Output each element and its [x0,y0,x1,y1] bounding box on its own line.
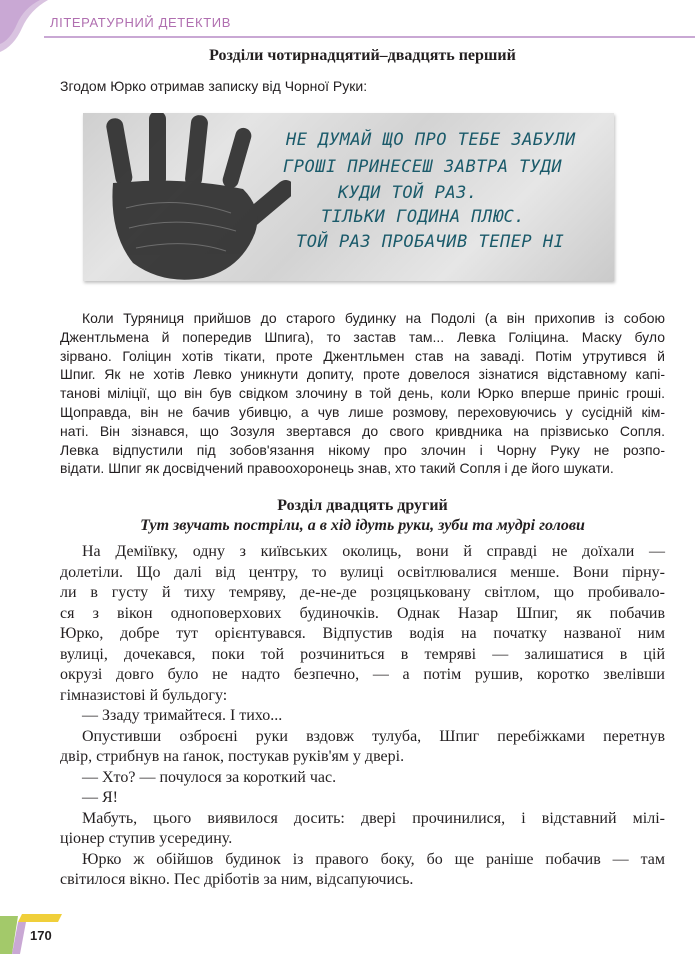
text-line: — Хто? — почулося за короткий час. [82,768,337,786]
text-line: Мабуть, цього виявилося досить: двері прочинилися, і відставний мілі- [82,809,665,827]
text-line: ся з вікон одноповерхових будиночків. Однак Назар Шпиг, як побачив [60,604,665,622]
text-line: наті. Він зізнався, що Зозуля звертався до свого кривдника на прізвисько Сопля. [60,422,665,439]
header-rule [44,36,695,38]
text-line: Джентльмена й попередив Шпига), то застав там... Левка Голіцина. Маску було [60,328,665,345]
running-header: ЛІТЕРАТУРНИЙ ДЕТЕКТИВ [50,15,231,30]
chapter-heading: Розділ двадцять другий [277,497,448,514]
text-line: На Деміївку, одну з київських околиць, вони й справді не доїхали — [82,543,665,560]
note-line: НЕ ДУМАЙ ЩО ПРО ТЕБЕ ЗАБУЛИ [286,130,576,150]
text-line: світилося вікно. Пес дріботів за ним, відсапуючись. [60,871,414,888]
intro-text: Згодом Юрко отримав записку від Чорної Руки: [60,78,368,94]
text-line: долетіли. Що далі від центру, то вулиці освітлювалися менше. Вони пірну- [60,563,665,581]
handprint-icon [91,113,291,281]
text-line: гімназистові й бульдогу: [60,686,228,704]
page-number: 170 [30,928,52,943]
chapter-text [60,542,665,891]
text-line: — Ззаду тримайтеся. І тихо... [82,707,283,724]
black-hand-note [83,113,614,281]
text-line: ціонер ступив усередину. [60,830,233,847]
text-line: зірвано. Голіцин хотів тікати, проте Джентльмен став на заваді. Потім утрутився й [60,347,665,364]
summary-paragraph [60,309,665,478]
note-line: ТОЙ РАЗ ПРОБАЧИВ ТЕПЕР НІ [296,232,565,252]
text-line: Левка відпустили під зобов'язання нікому про злочин і Чорну Руку не розпо- [60,441,665,458]
text-line: — Я! [82,789,118,806]
note-line: КУДИ ТОЙ РАЗ. [338,183,478,203]
text-line: танові міліції, що він був свідком злочину в той день, коли Юрко вперше приніс гроші. [60,385,665,402]
note-line: ТІЛЬКИ ГОДИНА ПЛЮС. [321,207,525,227]
text-line: окрузі довго було не надто безпечно, — а потім рушив, коротко звелівши [60,666,665,683]
text-line: вулиці, дочекався, поки той розчиниться в темряві — залишатися в цій [60,645,665,663]
corner-decoration [0,0,60,60]
text-line: Щоправда, він не бачив убивцю, а чув лише розмову, переховуючись у сусідній кім- [60,403,665,420]
chapter-subheading: Тут звучать постріли, а в хід ідуть руки, зуби та мудрі голови [140,517,585,534]
text-line: Юрко, добре тут орієнтувався. Відпустив водія на початку названої ним [60,625,665,642]
text-line: ли в густу й тиху темряву, де-не-де розцяцьковану світлом, що пробивало- [60,584,665,601]
text-line: Коли Туряниця прийшов до старого будинку на Подолі (а він прихопив із собою [82,310,665,326]
note-line: ГРОШІ ПРИНЕСЕШ ЗАВТРА ТУДИ [283,157,563,177]
text-line: Опустивши озброєні руки вздовж тулуба, Шпиг перебіжками перетнув [82,727,665,745]
text-line: Юрко ж обійшов будинок із правого боку, бо ще раніше побачив — там [82,850,665,868]
text-line: відати. Шпиг як досвідчений правоохоронець знав, хто такий Сопля і де його шукати. [60,460,614,477]
text-line: двір, стрибнув на ґанок, постукав руків'ям у двері. [60,748,405,765]
text-line: Шпиг. Як не хотів Левко уникнути допиту, проте довелося зізнатися відставному капі- [60,366,665,383]
section-heading: Розділи чотирнадцятий–двадцять перший [209,47,516,64]
